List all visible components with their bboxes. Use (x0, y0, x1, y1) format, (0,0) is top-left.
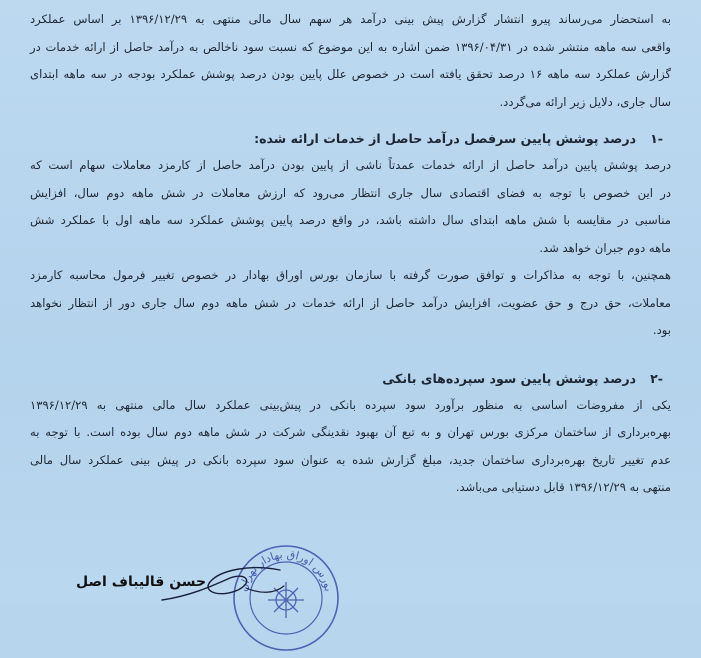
section2-title: درصد پوشش پایین سود سپرده‌های بانکی (382, 370, 637, 386)
document-body (30, 6, 671, 502)
section1-line: ماهه دوم جبران خواهد شد. (539, 240, 671, 255)
section2-paragraph (30, 392, 671, 502)
section1-heading (30, 126, 671, 152)
section2-line: عدم تغییر تاریخ بهره‌برداری ساختمان جدید، مبلغ گزارش شده به عنوان سود سپرده بانکی در پیش بینی عملکرد سال مالی (30, 452, 671, 467)
section1-line: درصد پوشش پایین درآمد حاصل از ارائه خدمات عمدتاً ناشی از پایین بودن درآمد حاصل از کارمزد معاملات سهام است که (30, 158, 671, 172)
svg-text:بورس اوراق بهادار تهران: بورس اوراق بهادار تهران (236, 547, 336, 593)
intro-line: واقعی سه ماهه منتشر شده در ۱۳۹۶/۰۴/۳۱ ضمن اشاره به این موضوع که نسبت سود ناخالص به درآمد حاصل از ارائه خدمات در (30, 39, 671, 54)
section1-title: درصد پوشش پایین سرفصل درآمد حاصل از خدمات ارائه شده: (254, 131, 637, 146)
section1-line: بود. (652, 323, 671, 337)
section2-heading (30, 366, 671, 392)
intro-line: گزارش عملکرد سه ماهه ۱۶ درصد تحقق یافته است در خصوص علل پایین بودن درصد پوشش عملکرد بودجه در سه ماهه ابتدای (30, 67, 671, 81)
section1-line: در این خصوص با توجه به فضای اقتصادی سال جاری انتظار می‌رود که ارزش معاملات در شش ماهه دوم سال، افزایش (30, 185, 671, 200)
section1-line: همچنین، با توجه به مذاکرات و توافق صورت گرفته با سازمان بورس اوراق بهادار در خصوص تغییر فرمول محاسبه کارمزد (30, 268, 671, 282)
intro-line: سال جاری، دلایل زیر ارائه می‌گردد. (499, 94, 671, 109)
section2-line: منتهی به ۱۳۹۶/۱۲/۲۹ قابل دستیابی می‌باشد. (455, 480, 671, 494)
section1-line: مناسبی در مقایسه با شش ماهه ابتدای سال داشته باشد، در واقع درصد پایین پوشش عملکرد سه ماهه اول با عملکرد شش (30, 213, 671, 227)
section2-line: یکی از مفروضات اساسی به منظور برآورد سود سپرده بانکی در پیش‌بینی عملکرد سال مالی منتهی به ۱۳۹۶/۱۲/۲۹ (30, 397, 671, 412)
section2-number: -۲ (650, 370, 663, 386)
intro-line: به استحضار می‌رساند پیرو انتشار گزارش پیش بینی درآمد هر سهم سال مالی منتهی به ۱۳۹۶/۱۲/۲۹ بر اساس عملکرد (30, 12, 671, 26)
section1-paragraph-2 (30, 262, 671, 345)
section1-line: معاملات، حق درج و حق عضویت، افزایش درآمد حاصل از ارائه خدمات در شش ماهه دوم سال جاری دور از انتظار نخواهد (30, 295, 671, 310)
intro-paragraph (30, 6, 671, 116)
signatory-name: حسن قالیباف اصل (76, 574, 207, 590)
section2-line: بهره‌برداری از ساختمان مرکزی بورس تهران و به تبع آن بهبود نقدینگی شرکت در شش ماهه دوم سال بوده است. با توجه به (30, 425, 671, 439)
section1-paragraph-1 (30, 152, 671, 262)
section1-number: -۱ (650, 131, 663, 146)
